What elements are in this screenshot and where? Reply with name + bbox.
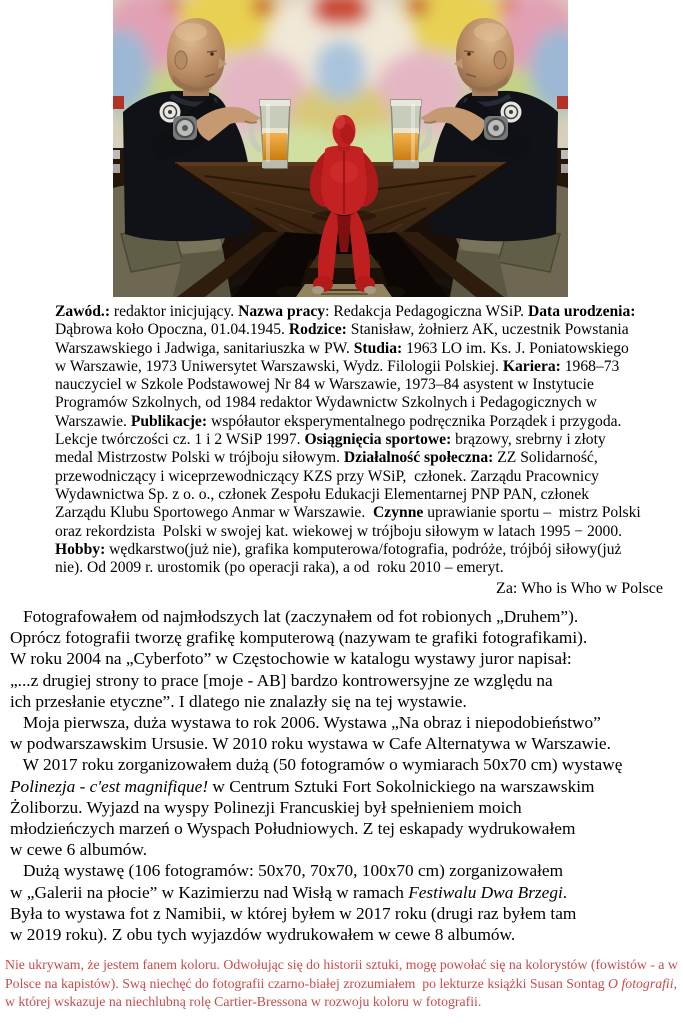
text-line: Wydawnictwa Sp. z o. o., członek Zespołu Edukacji Elementarnej PNP PAN, członek <box>55 485 590 503</box>
text-line: Była to wystawa fot z Namibii, w której byłem w 2017 roku (drugi raz byłem tam <box>10 903 577 923</box>
text-line: medal Mistrzostw Polski w trójboju siłowym. Działalność społeczna: ZZ Solidarność, <box>55 449 598 467</box>
bio-text <box>55 303 671 577</box>
text-line: w której wskazuje na niechlubną rolę Cartier-Bressona w rozwoju koloru w fotografii. <box>5 994 482 1010</box>
text-line: Oprócz fotografii tworzę grafikę komputerową (nazywam te grafiki fotografikami). <box>10 628 588 648</box>
text-line: przewodniczący i wiceprzewodniczący KZS przy WSiP, członek. Zarządu Pracownicy <box>55 467 599 485</box>
text-line: Polinezja - c'est magnifique! w Centrum Sztuki Fort Sokolnickiego na warszawskim <box>10 776 595 796</box>
text-line: Żoliborzu. Wyjazd na wyspy Polinezji Francuskiej był spełnieniem moich <box>10 797 522 817</box>
text-line: w „Galerii na płocie” w Kazimierzu nad Wisłą w ramach Festiwalu Dwa Brzegi. <box>10 882 568 902</box>
footer-note-red <box>5 956 683 1012</box>
text-line: Moja pierwsza, duża wystawa to rok 2006. Wystawa „Na obraz i niepodobieństwo” <box>10 713 601 733</box>
text-line: ich przesłanie etyczne”. I dlatego nie znalazły się na tej wystawie. <box>10 691 467 711</box>
text-line: „...z drugiej strony to prace [moje - AB] bardzo kontrowersyjne ze względu na <box>10 670 553 690</box>
text-line: Nie ukrywam, że jestem fanem koloru. Odwołując się do historii sztuki, mogę powołać się na kolorystów (fowistów - a w <box>5 957 678 972</box>
text-line: Dużą wystawę (106 fotogramów: 50x70, 70x70, 100x70 cm) zorganizowałem <box>10 861 564 881</box>
text-line: nauczyciel w Szkole Podstawowej Nr 84 w Warszawie, 1973–84 asystent w Instytucie <box>55 376 594 394</box>
collage-illustration <box>113 0 568 297</box>
text-line: w 2019 roku). Z obu tych wyjazdów wydrukowałem w cewe 8 albumów. <box>10 925 516 945</box>
text-line: W 2017 roku zorganizowałem dużą (50 fotogramów o wymiarach 50x70 cm) wystawę <box>10 755 623 775</box>
source-attribution: Za: Who is Who w Polsce <box>496 580 663 597</box>
text-line: Fotografowałem od najmłodszych lat (zaczynałem od fot robionych „Druhem”). <box>10 607 579 626</box>
essay-text <box>10 606 682 945</box>
text-line: oraz rekordzista Polski w swojej kat. wiekowej w trójboju siłowym w latach 1995 − 2000. <box>55 522 623 540</box>
text-line: Hobby: wędkarstwo(już nie), grafika komputerowa/fotografia, podróże, trójbój siłowy(już <box>55 540 622 558</box>
stool-base <box>296 254 392 297</box>
text-line: W roku 2004 na „Cyberfoto” w Częstochowie w katalogu wystawy juror napisał: <box>10 649 572 669</box>
text-line: nie). Od 2009 r. urostomik (po operacji raka), a od roku 2010 – emeryt. <box>55 559 504 577</box>
text-line: Lekcje twórczości cz. 1 i 2 WSiP 1997. Osiągnięcia sportowe: brązowy, srebrny i złoty <box>55 431 606 449</box>
text-line: Warszawie. Publikacje: współautor eksperymentalnego podręcznika Porządek i przygoda. <box>55 412 622 430</box>
text-line: Warszawskiego i Jadwiga, sanitariuszka w PW. Studia: 1963 LO im. Ks. J. Poniatowskiego <box>55 339 629 357</box>
text-line: w podwarszawskim Ursusie. W 2010 roku wystawa w Cafe Alternatywa w Warszawie. <box>10 734 611 754</box>
text-line: młodzieńczych marzeń o Wyspach Południowych. Z tej eskapady wydrukowałem <box>10 819 576 839</box>
text-line: Polsce na kapistów). Swą niechęć do fotografii czarno-białej zrozumiałem po lekturze książki Susan Sontag O fotografii, <box>5 975 678 991</box>
text-line: w Warszawie, 1973 Uniwersytet Warszawski, Wydz. Filologii Polskiej. Kariera: 1968–73 <box>55 357 620 375</box>
text-line: Zawód.: redaktor inicjujący. Nazwa pracy: Redakcja Pedagogiczna WSiP. Data urodzenia: <box>55 303 636 320</box>
text-line: Zarządu Klubu Sportowego Anmar w Warszawie. Czynne uprawianie sportu – mistrz Polski <box>55 504 641 522</box>
text-line: w cewe 6 albumów. <box>10 840 148 860</box>
text-line: Programów Szkolnych, od 1984 redaktor Wydawnictw Szkolnych i Pedagogicznych w <box>55 394 597 412</box>
portrait-collage-photo <box>113 0 568 297</box>
text-line: Dąbrowa koło Opoczna, 01.04.1945. Rodzice: Stanisław, żołnierz AK, uczestnik Powstania <box>55 321 629 339</box>
